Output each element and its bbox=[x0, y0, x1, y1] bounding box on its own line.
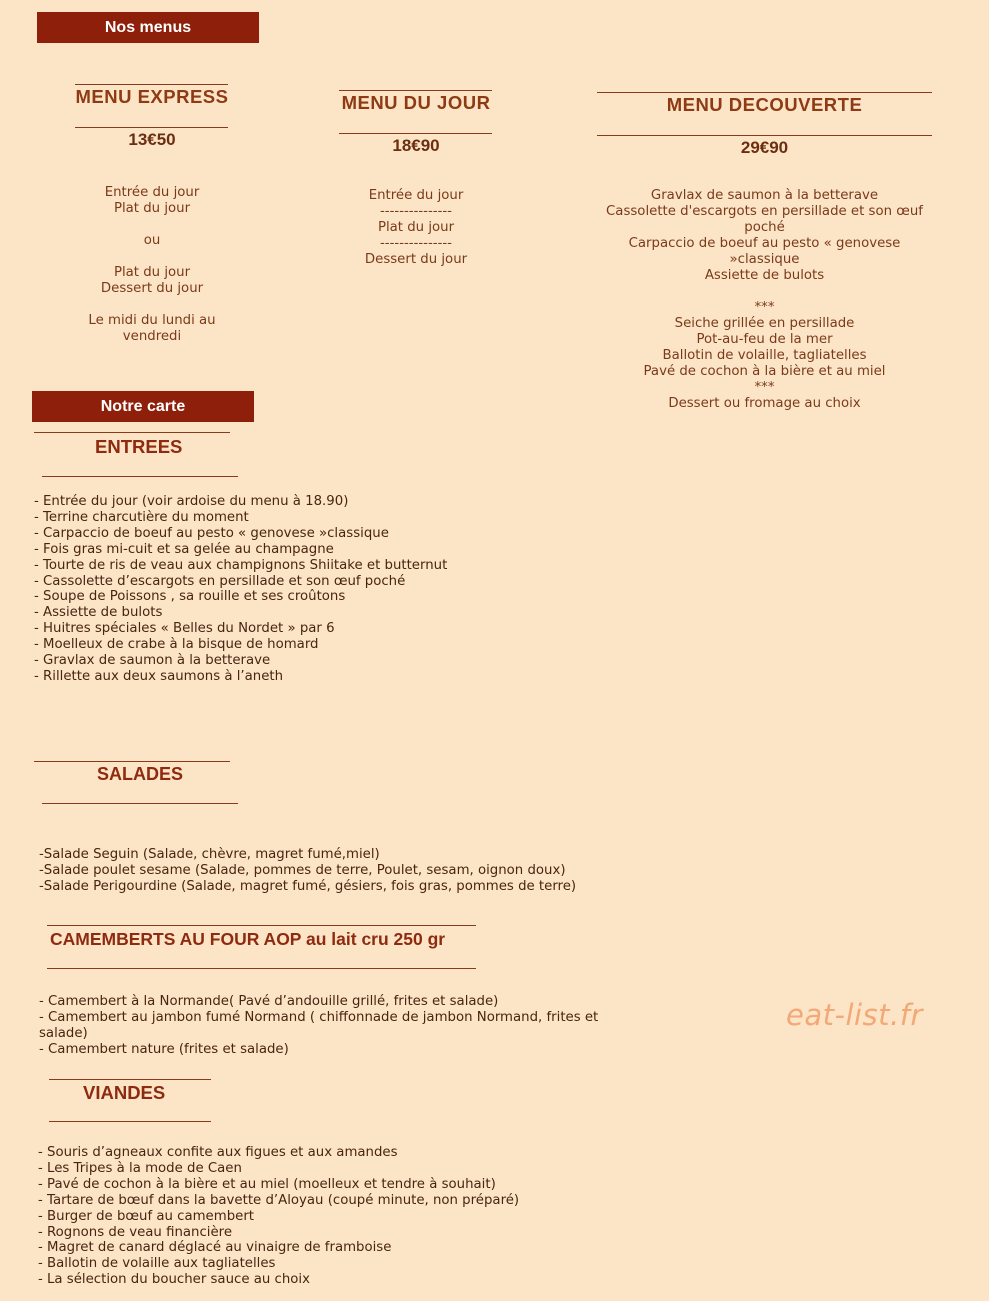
nos-menus-banner bbox=[37, 12, 259, 43]
menu-item bbox=[40, 249, 264, 265]
menu-item: poché bbox=[744, 220, 785, 235]
menu-item: Dessert du jour bbox=[364, 252, 468, 267]
divider bbox=[339, 133, 492, 134]
divider bbox=[34, 432, 230, 433]
menu-item: Entrée du jour bbox=[104, 185, 200, 200]
list-item: - Moelleux de crabe à la bisque de homard bbox=[34, 637, 319, 653]
viandes-title: VIANDES bbox=[83, 1082, 166, 1103]
divider bbox=[75, 127, 228, 128]
viandes-items bbox=[38, 1145, 519, 1288]
divider bbox=[47, 968, 476, 969]
menu-item: Entrée du jour bbox=[368, 188, 464, 203]
menu-item bbox=[40, 217, 264, 233]
menu-item: *** bbox=[754, 380, 775, 395]
list-item: - Souris d’agneaux confite aux figues et aux amandes bbox=[38, 1145, 398, 1160]
divider bbox=[49, 1079, 211, 1080]
menu-item: Cassolette d'escargots en persillade et son œuf bbox=[606, 204, 923, 219]
notre-carte-label: Notre carte bbox=[100, 397, 186, 415]
menu-item: Plat du jour bbox=[377, 220, 455, 235]
notre-carte-banner bbox=[32, 391, 254, 422]
menu-item: »classique bbox=[729, 252, 800, 267]
camemberts-items bbox=[39, 994, 598, 1058]
menu-du-jour-items bbox=[304, 188, 528, 268]
divider bbox=[75, 84, 228, 85]
menu-express-items bbox=[40, 185, 264, 345]
list-item: - Entrée du jour (voir ardoise du menu à 18.90) bbox=[34, 494, 349, 509]
divider bbox=[49, 1121, 211, 1122]
menu-item: Pavé de cochon à la bière et au miel bbox=[643, 364, 886, 379]
list-item: - Burger de bœuf au camembert bbox=[38, 1208, 254, 1224]
list-item: - Tartare de bœuf dans la bavette d’Aloyau (coupé minute, non préparé) bbox=[38, 1192, 520, 1208]
menu-item: Pot-au-feu de la mer bbox=[696, 332, 833, 347]
list-item: - Terrine charcutière du moment bbox=[34, 509, 249, 525]
entrees-title: ENTREES bbox=[95, 436, 183, 457]
menu-decouverte-price: 29€90 bbox=[740, 138, 789, 157]
list-item: - Soupe de Poissons , sa rouille et ses croûtons bbox=[34, 589, 346, 605]
list-item: -Salade poulet sesame (Salade, pommes de terre, Poulet, sesam, oignon doux) bbox=[39, 862, 566, 878]
menu-item: Assiette de bulots bbox=[704, 268, 825, 283]
divider bbox=[34, 761, 230, 762]
menu-decouverte-title: MENU DECOUVERTE bbox=[666, 94, 863, 115]
menu-item: Carpaccio de boeuf au pesto « genovese bbox=[628, 236, 901, 251]
list-item: - Carpaccio de boeuf au pesto « genovese »classique bbox=[34, 525, 389, 541]
list-item: - Rillette aux deux saumons à l’aneth bbox=[34, 668, 284, 684]
divider bbox=[42, 803, 238, 804]
list-item: - Gravlax de saumon à la betterave bbox=[34, 653, 271, 669]
menu-item: Plat du jour bbox=[113, 201, 191, 216]
menu-item: Dessert du jour bbox=[100, 281, 204, 296]
camemberts-title: CAMEMBERTS AU FOUR AOP au lait cru 250 gr bbox=[50, 929, 446, 949]
entrees-items bbox=[34, 494, 447, 685]
list-item: - Fois gras mi-cuit et sa gelée au champagne bbox=[34, 541, 334, 557]
list-item: - Assiette de bulots bbox=[34, 605, 163, 621]
menu-express-title: MENU EXPRESS bbox=[75, 86, 229, 107]
divider bbox=[47, 925, 476, 926]
list-item: - Pavé de cochon à la bière et au miel (moelleux et tendre à souhait) bbox=[38, 1176, 496, 1192]
list-item: - Camembert nature (frites et salade) bbox=[39, 1041, 289, 1057]
divider bbox=[42, 476, 238, 477]
menu-item bbox=[597, 284, 932, 300]
menu-item: --------------- bbox=[380, 204, 452, 219]
list-item: - Magret de canard déglacé au vinaigre de framboise bbox=[38, 1240, 392, 1256]
menu-du-jour-title: MENU DU JOUR bbox=[341, 92, 491, 113]
watermark-logo: eat-list.fr bbox=[786, 998, 923, 1032]
salades-title: SALADES bbox=[97, 764, 184, 784]
list-item: -Salade Seguin (Salade, chèvre, magret fumé,miel) bbox=[39, 847, 380, 862]
divider bbox=[339, 90, 492, 91]
menu-item: ou bbox=[143, 233, 161, 248]
list-item: - Ballotin de volaille aux tagliatelles bbox=[38, 1256, 276, 1272]
menu-item bbox=[40, 297, 264, 313]
menu-item: Seiche grillée en persillade bbox=[674, 316, 855, 331]
list-item: - Camembert à la Normande( Pavé d’andouille grillé, frites et salade) bbox=[39, 994, 499, 1009]
list-item: - Camembert au jambon fumé Normand ( chiffonnade de jambon Normand, frites et bbox=[39, 1009, 599, 1025]
list-item: -Salade Perigourdine (Salade, magret fumé, gésiers, fois gras, pommes de terre) bbox=[39, 878, 577, 894]
menu-express-price: 13€50 bbox=[128, 130, 176, 149]
list-item: salade) bbox=[39, 1025, 88, 1041]
list-item: - Huitres spéciales « Belles du Nordet » par 6 bbox=[34, 621, 335, 637]
menu-item: Gravlax de saumon à la betterave bbox=[650, 188, 879, 203]
menu-item: Plat du jour bbox=[113, 265, 191, 280]
divider bbox=[597, 92, 932, 93]
menu-du-jour-price: 18€90 bbox=[392, 136, 440, 155]
menu-item: Le midi du lundi au bbox=[88, 313, 216, 328]
nos-menus-label: Nos menus bbox=[104, 18, 192, 36]
list-item: - Cassolette d’escargots en persillade et son œuf poché bbox=[34, 573, 406, 589]
menu-decouverte-items bbox=[597, 188, 932, 412]
menu-item: *** bbox=[754, 300, 775, 315]
salades-items bbox=[39, 847, 576, 895]
menu-item: --------------- bbox=[380, 236, 452, 251]
menu-item: Ballotin de volaille, tagliatelles bbox=[662, 348, 867, 363]
menu-item: Dessert ou fromage au choix bbox=[668, 396, 861, 411]
list-item: - La sélection du boucher sauce au choix bbox=[38, 1272, 310, 1288]
list-item: - Les Tripes à la mode de Caen bbox=[38, 1160, 242, 1176]
list-item: - Tourte de ris de veau aux champignons Shiitake et butternut bbox=[34, 557, 448, 573]
menu-item: vendredi bbox=[122, 329, 182, 344]
divider bbox=[597, 135, 932, 136]
list-item: - Rognons de veau financière bbox=[38, 1224, 233, 1240]
